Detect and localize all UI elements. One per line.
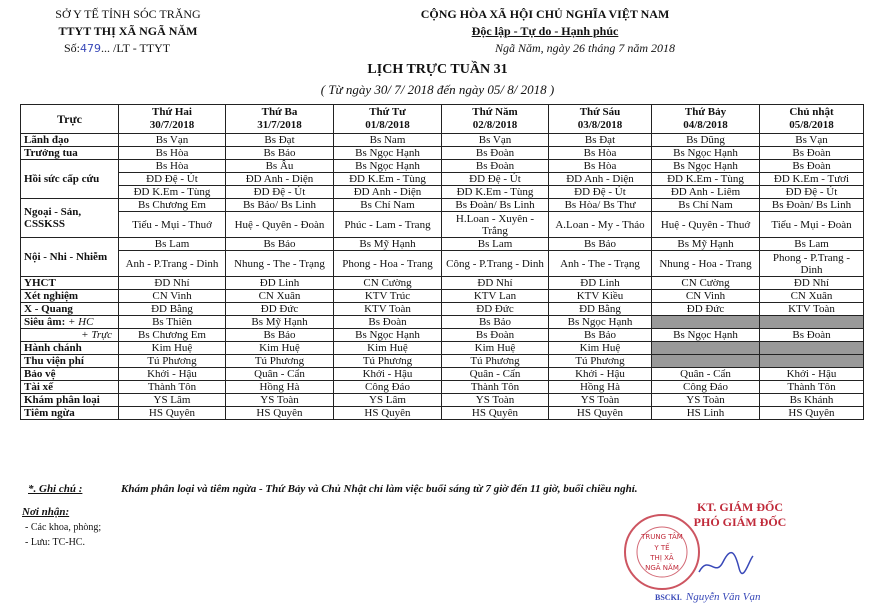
unit-line: TTYT THỊ XÃ NGÃ NĂM (58, 24, 198, 38)
duty-cell: HS Quyên (442, 407, 549, 420)
duty-cell: Bs Mỹ Hạnh (226, 316, 334, 329)
recipient-item: - Lưu: TC-HC. (25, 537, 85, 548)
duty-cell: Bs Bảo (549, 329, 652, 342)
row-tai-xe (21, 381, 864, 394)
duty-cell: Tú Phương (549, 355, 652, 368)
duty-cell: KTV Kiều (549, 290, 652, 303)
dept-label: Lãnh đạo (21, 134, 119, 147)
seal-text: THỊ XÃ (650, 554, 674, 562)
duty-cell: ĐD K.Em - Tùng (652, 173, 760, 186)
duty-cell: Bs Hòa (549, 147, 652, 160)
note-text: Khám phân loại và tiêm ngừa - Thứ Bảy và Chủ Nhật chỉ làm việc buổi sáng từ 7 giờ đến 11 giờ, buổi chiều nghỉ. (121, 483, 638, 495)
empty-gray-cell (760, 316, 864, 329)
duty-cell: Anh - The - Trạng (549, 251, 652, 277)
duty-cell: HS Quyên (549, 407, 652, 420)
duty-cell: Bs Đoàn/ Bs Linh (442, 199, 549, 212)
day-name: Thứ Sáu (579, 106, 621, 118)
duty-cell: HS Quyên (760, 407, 864, 420)
dept-label: Tài xế (21, 381, 119, 394)
duty-cell: Tú Phương (442, 355, 549, 368)
dept-label: Bảo vệ (21, 368, 119, 381)
dept-label: Thu viện phí (21, 355, 119, 368)
duty-cell: ĐD Đệ - Út (549, 186, 652, 199)
duty-cell: ĐD Anh - Diện (549, 173, 652, 186)
duty-cell: Bs Dũng (652, 134, 760, 147)
duty-cell: Bs Ngọc Hạnh (334, 147, 442, 160)
day-header (549, 105, 652, 134)
row-bao-ve (21, 368, 864, 381)
duty-cell: Bs Bảo (549, 238, 652, 251)
agency-line: SỞ Y TẾ TỈNH SÓC TRĂNG (55, 7, 201, 21)
duty-cell: ĐD Nhí (119, 277, 226, 290)
dept-label: Hành chánh (21, 342, 119, 355)
dept-label: Tiêm ngừa (21, 407, 119, 420)
duty-cell: Kim Huệ (442, 342, 549, 355)
day-date: 05/8/2018 (789, 119, 834, 131)
duty-cell: Bs Ngọc Hạnh (549, 316, 652, 329)
duty-cell: Hồng Hà (549, 381, 652, 394)
duty-cell: A.Loan - My - Thảo (549, 212, 652, 238)
duty-cell: Bs Chí Nam (334, 199, 442, 212)
row-ngoai-san-2 (21, 212, 864, 238)
duty-cell: Bs Khánh (760, 394, 864, 407)
dept-label: Ngoại - Sản, CSSKSS (21, 199, 119, 238)
duty-cell: Bs Vạn (760, 134, 864, 147)
duty-cell: Bs Bảo (226, 238, 334, 251)
motto-line: Độc lập - Tự do - Hạnh phúc (471, 24, 619, 38)
duty-cell: ĐD K.Em - Tươi (760, 173, 864, 186)
duty-cell: CN Cường (652, 277, 760, 290)
duty-cell: ĐD K.Em - Tùng (442, 186, 549, 199)
duty-cell: Bs Lam (760, 238, 864, 251)
row-noi-nhi-1 (21, 238, 864, 251)
duty-cell: YS Toàn (549, 394, 652, 407)
dept-label: Nội - Nhi - Nhiễm (21, 238, 119, 277)
duty-cell: Bs Vạn (442, 134, 549, 147)
corner-cell: Trực (21, 105, 119, 134)
duty-cell: Hồng Hà (226, 381, 334, 394)
duty-cell: ĐD Linh (549, 277, 652, 290)
dept-label: Trưởng tua (21, 147, 119, 160)
dept-label: YHCT (21, 277, 119, 290)
day-header (226, 105, 334, 134)
day-date: 02/8/2018 (472, 119, 518, 131)
duty-cell: CN Cường (334, 277, 442, 290)
duty-cell: Huệ - Quyên - Thuớ (652, 212, 760, 238)
seal-text: NGÃ NĂM (645, 564, 679, 572)
page-title: LỊCH TRỰC TUẦN 31 (367, 62, 508, 77)
duty-cell: HS Linh (652, 407, 760, 420)
duty-cell: Bs Hòa (119, 147, 226, 160)
header-left (28, 6, 228, 57)
duty-cell: KTV Toàn (760, 303, 864, 316)
duty-cell: Bs Hòa (119, 160, 226, 173)
duty-cell: YS Toàn (652, 394, 760, 407)
duty-cell: Khởi - Hậu (760, 368, 864, 381)
day-header (334, 105, 442, 134)
duty-cell: Quân - Cẩn (442, 368, 549, 381)
duty-cell: Bs Hòa/ Bs Thư (549, 199, 652, 212)
duty-cell: Quân - Cẩn (226, 368, 334, 381)
duty-cell: CN Vinh (119, 290, 226, 303)
duty-cell: ĐD Đức (226, 303, 334, 316)
row-lanh-dao (21, 134, 864, 147)
day-date: 01/8/2018 (365, 119, 410, 131)
duty-cell: ĐD Đệ - Út (226, 186, 334, 199)
row-tiem-ngua (21, 407, 864, 420)
duty-cell: ĐD Bằng (119, 303, 226, 316)
empty-gray-cell (652, 355, 760, 368)
duty-cell: Bs Đạt (226, 134, 334, 147)
day-date: 03/8/2018 (577, 119, 623, 131)
duty-cell: HS Quyên (334, 407, 442, 420)
day-header (652, 105, 760, 134)
empty-gray-cell (760, 355, 864, 368)
dept-label (21, 316, 119, 329)
signature-scribble-icon (695, 550, 755, 580)
duty-cell: Bs Ngọc Hạnh (652, 329, 760, 342)
duty-cell: ĐD Anh - Liêm (652, 186, 760, 199)
day-date: 31/7/2018 (257, 119, 302, 131)
duty-cell: ĐD Đệ - Út (760, 186, 864, 199)
duty-cell: Khởi - Hậu (119, 368, 226, 381)
header-right (355, 6, 735, 57)
dept-label: X - Quang (21, 303, 119, 316)
row-hanh-chanh (21, 342, 864, 355)
signer-name (655, 591, 760, 603)
row-sieu-am-truc (21, 329, 864, 342)
row-noi-nhi-2 (21, 251, 864, 277)
dept-label: + Trực (21, 329, 119, 342)
duty-cell: Bs Hòa (549, 160, 652, 173)
duty-cell: Bs Âu (226, 160, 334, 173)
duty-cell: ĐD K.Em - Tùng (334, 173, 442, 186)
day-header (442, 105, 549, 134)
duty-cell: Bs Đoàn (334, 316, 442, 329)
duty-cell: ĐD Linh (226, 277, 334, 290)
day-name: Chủ nhật (789, 106, 834, 118)
dept-label: Hồi sức cấp cứu (21, 160, 119, 199)
doc-number-handwritten: 479 (80, 42, 102, 55)
duty-cell: Bs Ngọc Hạnh (334, 160, 442, 173)
duty-cell: Phúc - Lam - Trang (334, 212, 442, 238)
duty-cell: Khởi - Hậu (549, 368, 652, 381)
sieu-am-label: Siêu âm: (24, 316, 66, 328)
row-hoi-suc-2 (21, 173, 864, 186)
signature-title: KT. GIÁM ĐỐC (696, 500, 784, 514)
duty-cell: Bs Đoàn (760, 147, 864, 160)
duty-cell: Quân - Cẩn (652, 368, 760, 381)
duty-cell: Tú Phương (119, 355, 226, 368)
duty-cell: Phong - P.Trang - Dinh (760, 251, 864, 277)
date-line: Ngã Năm, ngày 26 tháng 7 năm 2018 (495, 41, 675, 55)
duty-cell: ĐD Bằng (549, 303, 652, 316)
day-header (119, 105, 226, 134)
duty-cell: ĐD Đệ - Út (442, 173, 549, 186)
duty-cell: CN Vinh (652, 290, 760, 303)
duty-cell: YS Lâm (119, 394, 226, 407)
doc-number (28, 40, 228, 57)
seal-text: Y TẾ (654, 544, 670, 552)
duty-cell: ĐD Anh - Diện (226, 173, 334, 186)
duty-cell: ĐD Đức (442, 303, 549, 316)
duty-cell: Bs Bảo (226, 147, 334, 160)
sieu-am-hc-label: + HC (68, 316, 94, 328)
duty-cell: HS Quyên (119, 407, 226, 420)
duty-cell: Bs Nam (334, 134, 442, 147)
duty-cell: Bs Mỹ Hạnh (334, 238, 442, 251)
duty-cell: Công - P.Trang - Dinh (442, 251, 549, 277)
duty-cell: Bs Bảo/ Bs Linh (226, 199, 334, 212)
signer-prefix: BSCKI. (655, 593, 682, 602)
duty-cell: Bs Ngọc Hạnh (334, 329, 442, 342)
duty-cell: ĐD Nhí (760, 277, 864, 290)
note-label: *. Ghi chú : (28, 483, 83, 495)
duty-cell: Kim Huệ (119, 342, 226, 355)
signature-stroke (699, 553, 753, 574)
signature-position: PHÓ GIÁM ĐỐC (693, 515, 787, 529)
row-ngoai-san-1 (21, 199, 864, 212)
duty-cell: H.Loan - Xuyên - Trắng (442, 212, 549, 238)
duty-cell: CN Xuân (226, 290, 334, 303)
recipients (22, 505, 101, 550)
empty-gray-cell (652, 342, 760, 355)
duty-cell: Bs Đoàn (760, 329, 864, 342)
dept-label: Xét nghiệm (21, 290, 119, 303)
row-truong-tua (21, 147, 864, 160)
signer-fullname: Nguyễn Văn Vạn (685, 591, 761, 603)
duty-cell: Khởi - Hậu (334, 368, 442, 381)
day-name: Thứ Tư (369, 106, 406, 118)
duty-cell: Bs Vạn (119, 134, 226, 147)
country-line: CỘNG HÒA XÃ HỘI CHỦ NGHĨA VIỆT NAM (420, 7, 670, 21)
duty-cell: KTV Lan (442, 290, 549, 303)
row-x-quang (21, 303, 864, 316)
seal-text: TRUNG TÂM (641, 533, 683, 541)
duty-schedule-table (20, 104, 864, 420)
duty-cell: Bs Ngọc Hạnh (652, 147, 760, 160)
duty-cell: HS Quyên (226, 407, 334, 420)
duty-cell: YS Lâm (334, 394, 442, 407)
duty-cell: CN Xuân (760, 290, 864, 303)
day-date: 04/8/2018 (683, 119, 728, 131)
duty-cell: Bs Chương Em (119, 329, 226, 342)
duty-cell: Bs Đoàn (442, 160, 549, 173)
duty-cell: Nhung - The - Trạng (226, 251, 334, 277)
duty-cell: Bs Đoàn/ Bs Linh (760, 199, 864, 212)
duty-cell: Bs Đoàn (760, 160, 864, 173)
duty-cell: Nhung - Hoa - Trang (652, 251, 760, 277)
duty-cell: Công Đáo (652, 381, 760, 394)
row-thu-vien-phi (21, 355, 864, 368)
duty-cell: Kim Huệ (226, 342, 334, 355)
doc-number-suffix: ... /LT - TTYT (101, 41, 171, 55)
seal-ring-outer (625, 515, 699, 589)
row-hoi-suc-1 (21, 160, 864, 173)
recipient-item: - Các khoa, phòng; (25, 522, 102, 533)
duty-cell: Tú Phương (226, 355, 334, 368)
empty-gray-cell (652, 316, 760, 329)
duty-cell: Bs Bảo (442, 316, 549, 329)
duty-cell: Bs Ngọc Hạnh (652, 160, 760, 173)
duty-cell: Thành Tôn (442, 381, 549, 394)
day-name: Thứ Bảy (684, 106, 727, 118)
duty-cell: ĐD Nhí (442, 277, 549, 290)
duty-cell: YS Toàn (226, 394, 334, 407)
duty-cell: Kim Huệ (549, 342, 652, 355)
row-hoi-suc-3 (21, 186, 864, 199)
duty-cell: Anh - P.Trang - Dinh (119, 251, 226, 277)
duty-cell: Bs Chí Nam (652, 199, 760, 212)
duty-cell: Bs Đoàn (442, 147, 549, 160)
day-name: Thứ Năm (472, 106, 518, 118)
duty-cell: Huệ - Quyên - Đoàn (226, 212, 334, 238)
duty-cell: Bs Lam (442, 238, 549, 251)
dept-label: Khám phân loại (21, 394, 119, 407)
row-sieu-am-hc (21, 316, 864, 329)
duty-cell: Bs Đoàn (442, 329, 549, 342)
duty-cell: ĐD Đệ - Út (119, 173, 226, 186)
duty-cell: Thành Tôn (119, 381, 226, 394)
duty-cell: Bs Mỹ Hạnh (652, 238, 760, 251)
duty-cell: ĐD Đức (652, 303, 760, 316)
empty-gray-cell (760, 342, 864, 355)
duty-cell: YS Toàn (442, 394, 549, 407)
duty-cell: Công Đáo (334, 381, 442, 394)
duty-cell: Kim Huệ (334, 342, 442, 355)
recipients-heading: Nơi nhận: (22, 506, 70, 518)
duty-cell: ĐD K.Em - Tùng (119, 186, 226, 199)
duty-cell: Bs Lam (119, 238, 226, 251)
doc-number-prefix: Số: (64, 41, 81, 55)
day-name: Thứ Ba (261, 106, 298, 118)
duty-cell: Phong - Hoa - Trang (334, 251, 442, 277)
day-header (760, 105, 864, 134)
duty-cell: Tú Phương (334, 355, 442, 368)
page-subtitle: ( Từ ngày 30/ 7/ 2018 đến ngày 05/ 8/ 2018 ) (320, 82, 555, 97)
row-yhct (21, 277, 864, 290)
day-name: Thứ Hai (152, 106, 192, 118)
duty-cell: KTV Toàn (334, 303, 442, 316)
official-seal-icon (622, 512, 702, 592)
duty-cell: Tiểu - Mụi - Thuớ (119, 212, 226, 238)
note (28, 483, 638, 495)
day-date: 30/7/2018 (149, 119, 195, 131)
duty-cell: Bs Đạt (549, 134, 652, 147)
duty-cell: Bs Thiên (119, 316, 226, 329)
duty-cell: Bs Bảo (226, 329, 334, 342)
duty-cell: ĐD Anh - Diện (334, 186, 442, 199)
duty-cell: Thành Tôn (760, 381, 864, 394)
row-xet-nghiem (21, 290, 864, 303)
header-row (21, 105, 864, 134)
duty-cell: KTV Trúc (334, 290, 442, 303)
duty-cell: Tiểu - Mụi - Đoàn (760, 212, 864, 238)
duty-cell: Bs Chương Em (119, 199, 226, 212)
row-kham-phan-loai (21, 394, 864, 407)
